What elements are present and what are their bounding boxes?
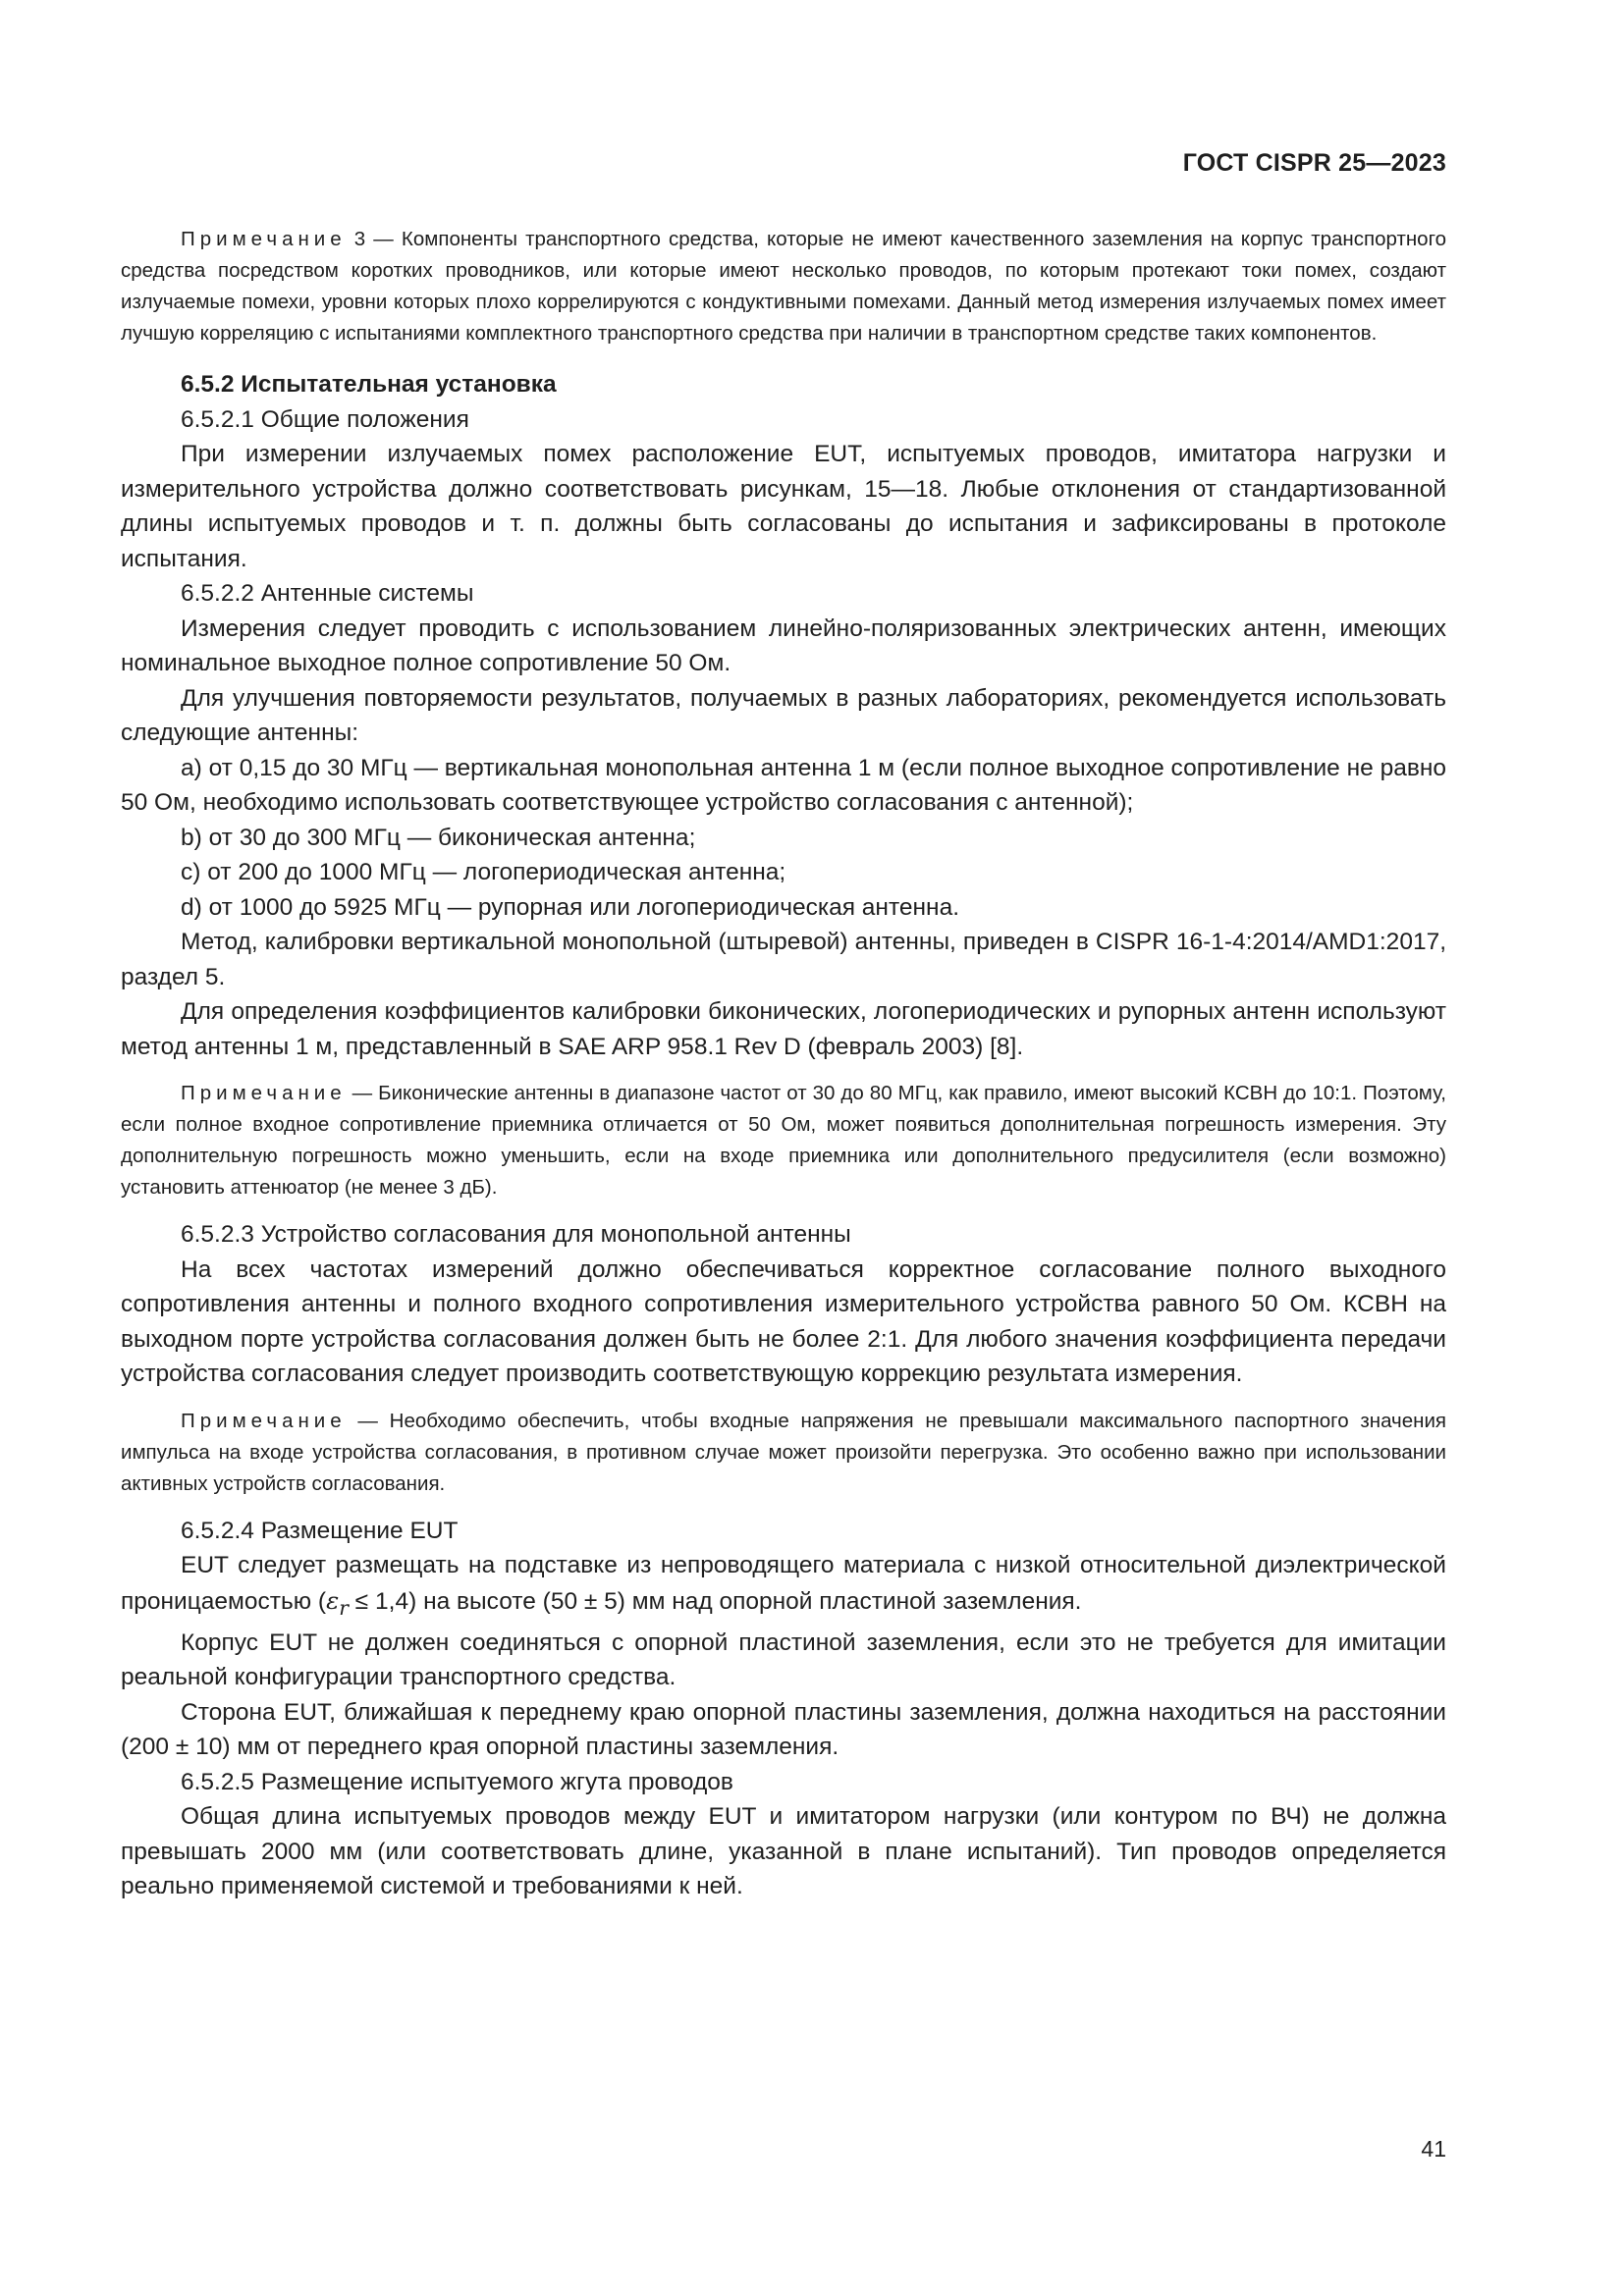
- list-item: c) от 200 до 1000 МГц — логопериодическая антенна;: [181, 859, 786, 885]
- note-text: — Необходимо обеспечить, чтобы входные напряжения не превышали максимального паспортного значения импульса на входе устройства согласования, в противном случае может произойти перегрузка. Это особенно важно при использовании активных устройств согласования.: [121, 1409, 1446, 1495]
- page-number: 41: [1421, 2136, 1446, 2162]
- paragraph: Для улучшения повторяемости результатов, получаемых в разных лабораториях, рекомендуется использовать следующие антенны:: [121, 684, 1446, 746]
- epsilon-symbol: ε: [326, 1585, 340, 1615]
- text-run: EUT следует размещать на подставке из непроводящего материала с низкой относительной диэлектрической проницаемостью (: [121, 1552, 1446, 1615]
- document-code-header: ГОСТ CISPR 25—2023: [1182, 149, 1446, 177]
- section-6-5-2-heading: 6.5.2 Испытательная установка: [181, 371, 557, 398]
- paragraph: [121, 1548, 1446, 1626]
- note-label: Примечание: [181, 228, 347, 250]
- subscript-r: r: [339, 1595, 349, 1620]
- list-item: a) от 0,15 до 30 МГц — вертикальная монопольная антенна 1 м (если полное выходное сопротивление не равно 50 Ом, необходимо использовать соответствующее устройство согласования с антенной);: [121, 754, 1446, 816]
- paragraph: При измерении излучаемых помех расположение EUT, испытуемых проводов, имитатора нагрузки и измерительного устройства должно соответствовать рисункам, 15—18. Любые отклонения от стандартизованной длины испытуемых проводов и т. п. должны быть согласованы до испытания и зафиксированы в протоколе испытания.: [121, 441, 1446, 572]
- note-text: — Компоненты транспортного средства, которые не имеют качественного заземления на корпус транспортного средства посредством коротких проводников, или которые имеют несколько проводов, по которым протекают токи помех, создают излучаемые помехи, уровни которых плохо коррелируются с кондуктивными помехами. Данный метод измерения излучаемых помех имеет лучшую корреляцию с испытаниями комплектного транспортного средства при наличии в транспортном средстве таких компонентов.: [121, 228, 1446, 345]
- note-label: Примечание: [181, 1082, 347, 1104]
- note-number: 3: [353, 228, 366, 250]
- page-content: [121, 224, 1446, 1904]
- note-3: [121, 224, 1446, 349]
- note-label: Примечание: [181, 1409, 347, 1432]
- paragraph: Измерения следует проводить с использованием линейно-поляризованных электрических антенн, имеющих номинальное выходное полное сопротивление 50 Ом.: [121, 614, 1446, 676]
- note-antennas: [121, 1078, 1446, 1203]
- list-item: d) от 1000 до 5925 МГц — рупорная или логопериодическая антенна.: [181, 893, 960, 921]
- section-6-5-2-2-heading: 6.5.2.2 Антенные системы: [181, 580, 474, 607]
- note-matching-device: [121, 1406, 1446, 1500]
- paragraph: Для определения коэффициентов калибровки биконических, логопериодических и рупорных антенн используют метод антенны 1 м, представленный в SAE ARP 958.1 Rev D (февраль 2003) [8].: [121, 998, 1446, 1060]
- text-run: ≤ 1,4) на высоте (50 ± 5) мм над опорной пластиной заземления.: [349, 1587, 1082, 1615]
- list-item: b) от 30 до 300 МГц — биконическая антенна;: [181, 824, 696, 851]
- paragraph: На всех частотах измерений должно обеспечиваться корректное согласование полного выходного сопротивления антенны и полного входного сопротивления измерительного устройства равного 50 Ом. КСВН на выходном порте устройства согласования должен быть не более 2:1. Для любого значения коэффициента передачи устройства согласования следует производить соответствующую коррекцию результата измерения.: [121, 1255, 1446, 1387]
- paragraph: Корпус EUT не должен соединяться с опорной пластиной заземления, если это не требуется для имитации реальной конфигурации транспортного средства.: [121, 1629, 1446, 1691]
- section-6-5-2-4-heading: 6.5.2.4 Размещение EUT: [181, 1517, 459, 1544]
- section-6-5-2-5-heading: 6.5.2.5 Размещение испытуемого жгута проводов: [181, 1768, 733, 1795]
- section-6-5-2-3-heading: 6.5.2.3 Устройство согласования для монопольной антенны: [181, 1221, 851, 1248]
- paragraph: Метод, калибровки вертикальной монопольной (штыревой) антенны, приведен в CISPR 16-1-4:2014/AMD1:2017, раздел 5.: [121, 929, 1446, 990]
- paragraph: Общая длина испытуемых проводов между EUT и имитатором нагрузки (или контуром по ВЧ) не должна превышать 2000 мм (или соответствовать длине, указанной в плане испытаний). Тип проводов определяется реально применяемой системой и требованиями к ней.: [121, 1803, 1446, 1900]
- paragraph: Сторона EUT, ближайшая к переднему краю опорной пластины заземления, должна находиться на расстоянии (200 ± 10) мм от переднего края опорной пластины заземления.: [121, 1698, 1446, 1761]
- section-6-5-2-1-heading: 6.5.2.1 Общие положения: [181, 405, 469, 433]
- note-text: — Биконические антенны в диапазоне частот от 30 до 80 МГц, как правило, имеют высокий КСВН до 10:1. Поэтому, если полное входное сопротивление приемника отличается от 50 Ом, может появиться дополнительная погрешность измерения. Эту дополнительную погрешность можно уменьшить, если на входе приемника или дополнительного предусилителя (если возможно) установить аттенюатор (не менее 3 дБ).: [121, 1082, 1446, 1199]
